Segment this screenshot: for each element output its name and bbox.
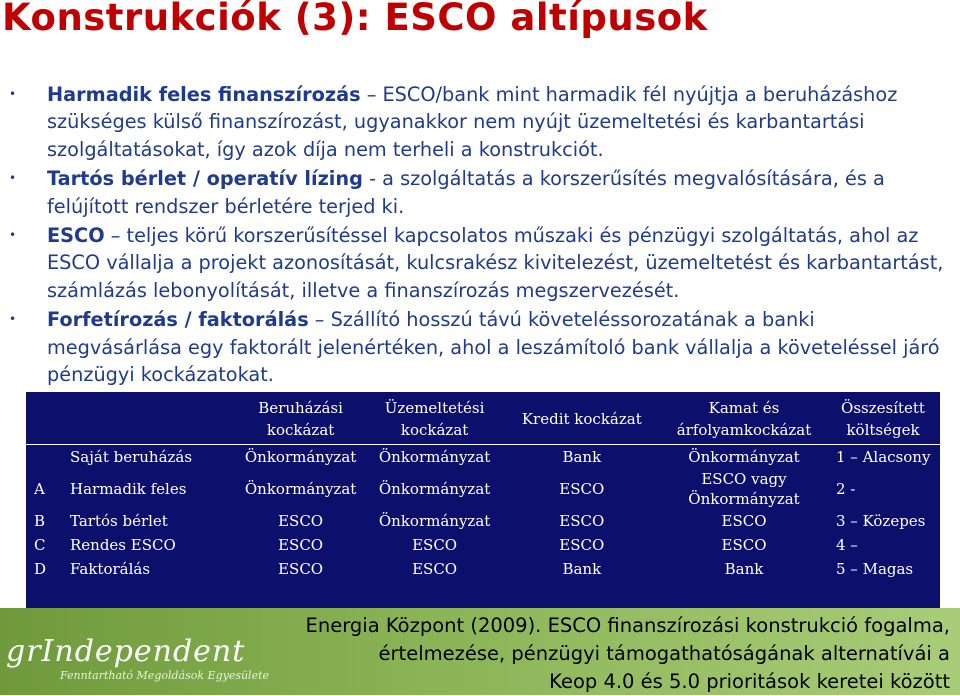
table-cell: Önkormányzat xyxy=(662,445,826,470)
row-name: Harmadik feles xyxy=(70,480,187,498)
table-cell: 1 – Alacsony xyxy=(826,445,940,470)
table-cell: ESCO xyxy=(278,512,324,530)
bullet-term: Harmadik feles finanszírozás xyxy=(47,83,361,106)
table-cell: Önkormányzat xyxy=(234,445,368,470)
table-header-letter xyxy=(26,392,60,445)
row-letter: B xyxy=(34,512,46,530)
table-header-name xyxy=(60,392,234,445)
bullet-item xyxy=(0,165,960,220)
bullet-text: – Szállító hosszú távú követeléssorozatának a banki megvásárlása egy faktorált jelenértéken, ahol a leszámítoló bank vállalja a követeléssel járó pénzügyi kockázatokat. xyxy=(47,308,940,387)
row-name: Faktorálás xyxy=(70,560,151,578)
table-cell: 5 – Magas xyxy=(836,560,914,578)
logo-subtitle: Fenntartható Megoldások Egyesülete xyxy=(60,669,270,682)
row-letter: A xyxy=(34,480,45,498)
bullet-dot-icon: • xyxy=(9,312,17,327)
table-cell: 2 - xyxy=(836,480,856,498)
risk-table-image xyxy=(26,392,940,608)
table-cell: ESCO xyxy=(559,536,605,554)
row-letter: C xyxy=(34,536,46,554)
bullet-term: ESCO xyxy=(47,224,105,248)
bullet-list xyxy=(0,81,960,388)
table-header-cell: Beruházási kockázat xyxy=(258,399,343,439)
table-cell: 4 – xyxy=(836,536,858,554)
citation-line: Energia Központ (2009). ESCO finanszírozási konstrukció fogalma, xyxy=(305,614,950,637)
table-cell: Önkormányzat xyxy=(244,480,357,498)
table-cell: Önkormányzat xyxy=(378,512,491,530)
table-cell: ESCO xyxy=(412,536,458,554)
table-cell: Bank xyxy=(724,560,764,578)
table-cell: ESCO xyxy=(559,512,605,530)
table-header-row xyxy=(26,392,940,445)
table-header-cell: Összesített költségek xyxy=(841,399,925,439)
table-cell: ESCO xyxy=(278,560,324,578)
table-header-cell: Kredit kockázat xyxy=(521,410,642,428)
bullet-text: – ESCO/bank mint harmadik fél nyújtja a beruházáshoz szükséges külső finanszírozást, ugyanakkor nem nyújt üzemeltetési és karbantartási szolgáltatásokat, így azok díja nem terheli a konstrukciót. xyxy=(47,83,898,161)
table-row xyxy=(26,533,940,557)
table-cell: Önkormányzat xyxy=(368,445,502,470)
table-cell: ESCO vagy Önkormányzat xyxy=(688,470,800,508)
table-cell: Bank xyxy=(502,445,662,470)
bullet-text: – teljes körű korszerűsítéssel kapcsolatos műszaki és pénzügyi szolgáltatás, ahol az ESCO vállalja a projekt azonosítását, kulcsrakész kivitelezést, üzemeltetést és karbantartást, számlázás lebonyolítását, illetve a finanszírozás megszervezését. xyxy=(47,224,944,302)
table-header-cell: Üzemeltetési kockázat xyxy=(384,399,485,439)
table-cell: ESCO xyxy=(278,536,324,554)
citation-line: Keop 4.0 és 5.0 prioritások keretei között xyxy=(549,670,950,693)
footer-banner xyxy=(0,608,960,695)
table-cell: ESCO xyxy=(412,560,458,578)
risk-table xyxy=(26,392,940,581)
table-cell: 3 – Közepes xyxy=(836,512,926,530)
bullet-text: - a szolgáltatás a korszerűsítés megvalósítására, és a felújított rendszer bérletére terjed ki. xyxy=(47,167,885,218)
table-row xyxy=(26,445,940,470)
bullet-dot-icon: • xyxy=(9,228,17,243)
citation-line: értelmezése, pénzügyi támogathatóságának alternatívái a xyxy=(378,642,950,665)
bullet-item xyxy=(0,306,960,388)
table-cell: Bank xyxy=(562,560,602,578)
logo: grIndependent xyxy=(6,634,246,669)
row-letter: D xyxy=(34,560,47,578)
bullet-term: Tartós bérlet / operatív lízing xyxy=(47,167,363,191)
table-cell: Önkormányzat xyxy=(378,480,491,498)
table-cell: ESCO xyxy=(721,512,767,530)
table-row xyxy=(26,469,940,509)
slide-title: Konstrukciók (3): ESCO altípusok xyxy=(2,0,708,39)
bullet-item xyxy=(0,81,960,163)
row-letter xyxy=(26,445,60,470)
bullet-term: Forfetírozás / faktorálás xyxy=(47,308,309,332)
table-header-cell: Kamat és árfolyamkockázat xyxy=(676,399,812,439)
citation xyxy=(306,612,950,696)
bullet-dot-icon: • xyxy=(9,87,17,101)
bullet-item xyxy=(0,222,960,304)
bullet-dot-icon: • xyxy=(9,171,17,186)
row-name: Saját beruházás xyxy=(60,445,234,470)
table-cell: ESCO xyxy=(721,536,767,554)
row-name: Rendes ESCO xyxy=(70,536,176,554)
table-cell: ESCO xyxy=(559,480,605,498)
table-row xyxy=(26,557,940,581)
table-row xyxy=(26,509,940,533)
row-name: Tartós bérlet xyxy=(70,512,168,530)
